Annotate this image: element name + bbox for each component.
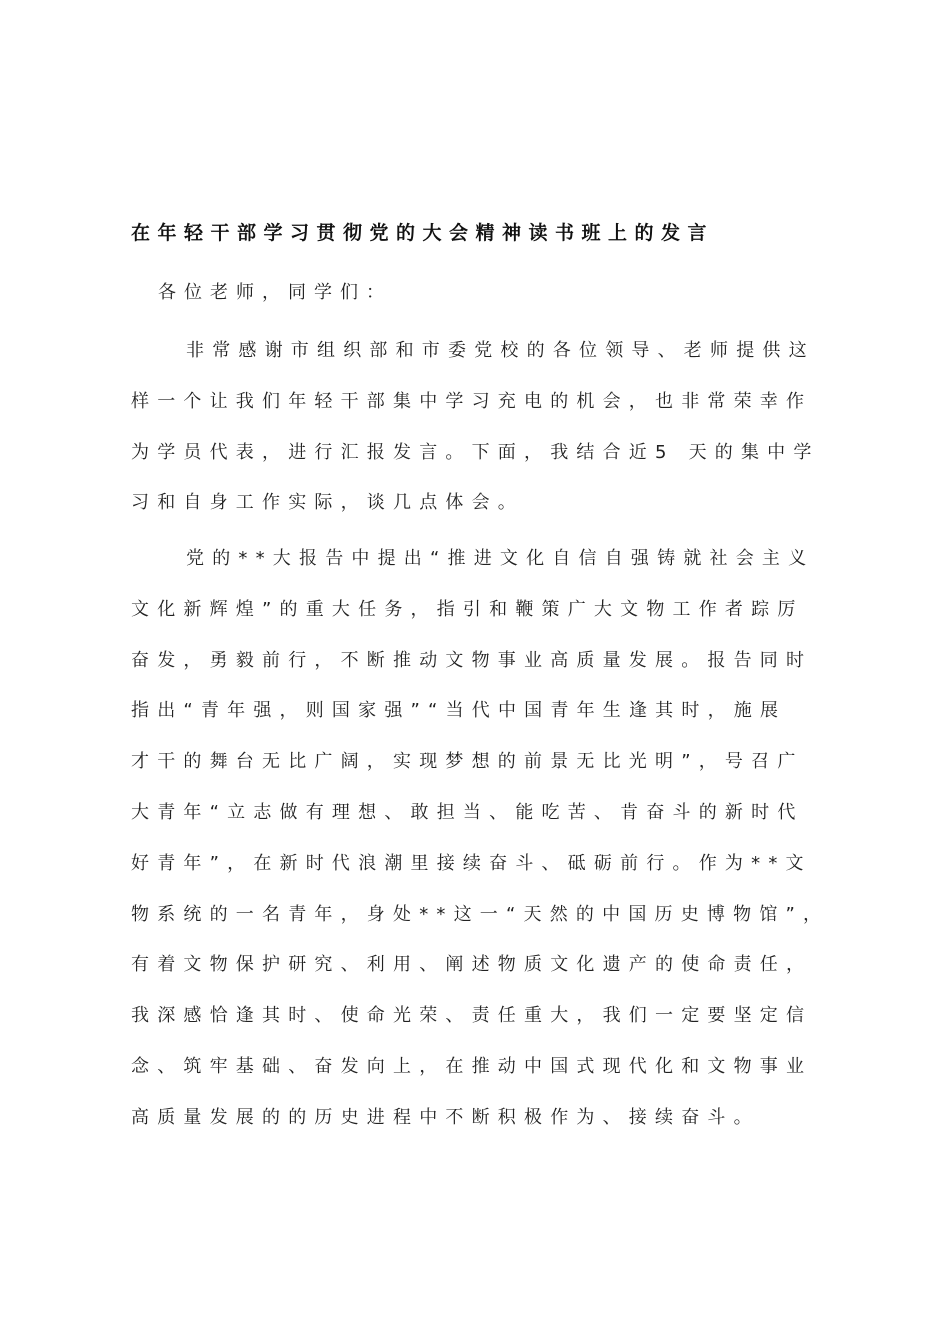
paragraph-line: 才干的舞台无比广阔，实现梦想的前景无比光明”，号召广	[131, 751, 804, 773]
paragraph-line: 奋发，勇毅前行，不断推动文物事业高质量发展。报告同时	[131, 649, 813, 671]
paragraph-2	[131, 546, 851, 1156]
paragraph-line: 习和自身工作实际，谈几点体会。	[131, 492, 524, 514]
paragraph-line: 为学员代表，进行汇报发言。下面，我结合近5 天的集中学	[131, 441, 820, 463]
greeting: 各位老师，同学们：	[158, 282, 392, 303]
paragraph-line: 我深感恰逢其时、使命光荣、责任重大，我们一定要坚定信	[131, 1005, 813, 1027]
document-title: 在年轻干部学习贯彻党的大会精神读书班上的发言	[131, 222, 715, 244]
paragraph-line: 物系统的一名青年，身处**这一“天然的中国历史博物馆”，	[131, 903, 830, 925]
paragraph-line: 大青年“立志做有理想、敢担当、能吃苦、肯奋斗的新时代	[131, 801, 804, 823]
paragraph-line: 有着文物保护研究、利用、阐述物质文化遗产的使命责任，	[131, 954, 813, 976]
paragraph-1	[131, 338, 851, 541]
paragraph-line: 高质量发展的的历史进程中不断积极作为、接续奋斗。	[131, 1106, 760, 1128]
paragraph-line: 非常感谢市组织部和市委党校的各位领导、老师提供这	[186, 340, 815, 361]
paragraph-line: 文化新辉煌”的重大任务，指引和鞭策广大文物工作者踪厉	[131, 598, 804, 620]
paragraph-line: 党的**大报告中提出“推进文化自信自强铸就社会主义	[186, 548, 815, 569]
paragraph-line: 指出“青年强，则国家强”“当代中国青年生逢其时，施展	[131, 700, 787, 722]
paragraph-line: 样一个让我们年轻干部集中学习充电的机会，也非常荣幸作	[131, 390, 813, 412]
paragraph-line: 好青年”，在新时代浪潮里接续奋斗、砥砺前行。作为**文	[131, 852, 812, 874]
paragraph-line: 念、筑牢基础、奋发向上，在推动中国式现代化和文物事业	[131, 1055, 813, 1077]
